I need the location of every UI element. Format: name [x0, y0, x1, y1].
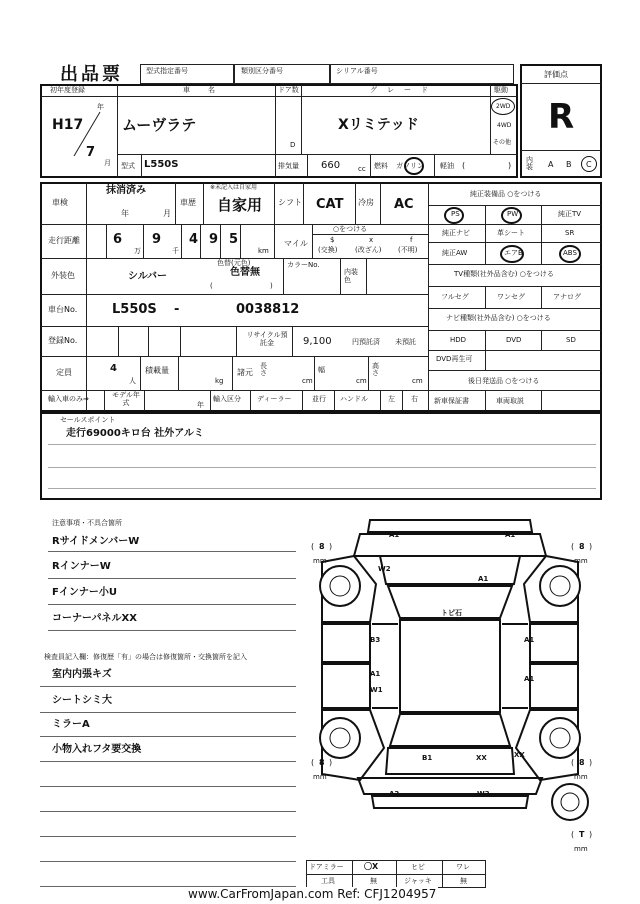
damage-mark-8: A1 — [370, 670, 381, 678]
mileage-sen: 千 — [172, 247, 179, 255]
imp-v2 — [144, 391, 145, 411]
spec-h3 — [41, 294, 428, 295]
damage-mark-11: B1 — [422, 754, 433, 762]
insp-line-2 — [40, 712, 296, 713]
note-item-4: コーナーパネルXX — [52, 613, 137, 624]
insp-v6 — [380, 183, 381, 224]
inspection-value: 抹消済み — [106, 185, 146, 196]
interior-color-label: 内装色 — [344, 268, 358, 285]
mileage-digit-1: 6 — [113, 232, 123, 247]
tire-fl-rp: ) — [329, 542, 333, 551]
damage-mark-1: A1 — [389, 531, 400, 539]
mileage-digit-5: 5 — [229, 232, 239, 247]
inspection-label: 車検 — [52, 198, 68, 207]
opt-h10 — [429, 390, 601, 391]
color-label: 外装色 — [51, 271, 75, 280]
opt-v7 — [485, 391, 486, 411]
cap-v4 — [314, 357, 315, 390]
option-ps: PS — [451, 210, 460, 218]
damage-mark-10: A1 — [524, 675, 535, 683]
displacement-value: 660 — [321, 160, 341, 171]
mileage-man: 万 — [134, 247, 141, 255]
opt-h4 — [429, 264, 601, 265]
aftermarket-title: 後日発送品 ○をつける — [468, 377, 540, 385]
fuel-paren-close: ) — [508, 161, 512, 170]
navi-title: ナビ種類(社外品含む) ○をつける — [446, 314, 551, 322]
option-aw: 純正AW — [442, 249, 468, 257]
imp-v4 — [250, 391, 251, 411]
navi-dvd: DVD — [506, 336, 522, 344]
opt-h8 — [429, 350, 601, 351]
insp-v2 — [203, 183, 204, 224]
tamper-mark: x — [369, 236, 374, 244]
load-label: 積載量 — [145, 366, 169, 375]
tire-spare-rp: ) — [589, 830, 593, 839]
opt-v3 — [485, 287, 486, 308]
tire-rl-unit: mm — [313, 773, 327, 781]
width-label: 幅 — [318, 366, 325, 374]
opt-h7 — [429, 330, 601, 331]
opt-h1 — [429, 205, 601, 206]
damage-mark-2: A1 — [505, 531, 516, 539]
mile-v3 — [181, 225, 182, 258]
class-code-label: 類別区分番号 — [241, 67, 283, 75]
opt-v2 — [541, 206, 542, 264]
mile-label: マイル — [284, 239, 308, 248]
import-parallel: 並行 — [312, 395, 326, 403]
mile-v7 — [274, 225, 275, 258]
footer-watermark: www.CarFromJapan.com Ref: CFJ1204957 — [188, 887, 437, 901]
exchange-label: (交換) — [318, 246, 338, 254]
spec-label-col — [86, 183, 87, 411]
tv-title: TV種類(社外品含む) ○をつける — [454, 270, 554, 278]
tire-fl-value: 8 — [319, 542, 325, 551]
option-abs-circle — [559, 245, 581, 263]
chip-label: ヒビ — [411, 863, 425, 871]
unknown-label: (不明) — [398, 246, 418, 254]
imp-v6 — [334, 391, 335, 411]
doors-label: ドア数 — [278, 86, 299, 94]
imp-v7 — [380, 391, 381, 411]
mileage-unit: km — [258, 247, 269, 255]
mile-v1 — [106, 225, 107, 258]
glass-v3 — [442, 860, 443, 888]
inspection-month-unit: 月 — [163, 209, 171, 218]
fuel-diesel: 軽油 — [440, 162, 454, 170]
glass-v1 — [352, 860, 353, 888]
insp-line-5 — [40, 786, 296, 787]
grade-value: Xリミテッド — [338, 117, 419, 133]
damage-mark-15: W2 — [477, 790, 490, 798]
damage-mark-4: A1 — [478, 575, 489, 583]
import-type-label: 輸入区分 — [213, 395, 241, 403]
fuel-v2 — [434, 155, 435, 177]
sales-line-1 — [48, 444, 596, 445]
displacement-unit: cc — [358, 165, 366, 173]
option-leather: 革シート — [497, 229, 525, 237]
type-label: 型式 — [121, 162, 135, 170]
tire-spare-unit: mm — [574, 845, 588, 853]
damage-mark-6: B3 — [370, 636, 381, 644]
note-line-2 — [48, 578, 296, 579]
color-v3 — [366, 259, 367, 294]
spec-main-divider — [428, 183, 429, 411]
note-line-3 — [48, 604, 296, 605]
insp-v5 — [355, 183, 356, 224]
ac-value: AC — [394, 197, 414, 212]
mile-v8 — [312, 225, 313, 258]
doors-suffix: D — [290, 141, 296, 149]
chassis-number: 0038812 — [236, 302, 300, 317]
capacity-unit: 人 — [129, 377, 136, 385]
insp-v1 — [175, 183, 176, 224]
mileage-digit-4: 9 — [209, 232, 219, 247]
opt-h6 — [429, 308, 601, 309]
damage-mark-5: トピ石 — [441, 609, 462, 617]
tire-fl-unit: mm — [313, 557, 327, 565]
cap-v5 — [368, 357, 369, 390]
drive-4wd: 4WD — [497, 122, 512, 129]
repaint-paren-close: ) — [270, 282, 273, 290]
shift-value: CAT — [316, 197, 344, 212]
car-name: ムーヴラテ — [122, 116, 197, 134]
insp-line-7 — [40, 836, 296, 837]
opt-h2 — [429, 224, 601, 225]
navi-hdd: HDD — [450, 336, 467, 344]
reg-v3 — [180, 327, 181, 356]
tool-value: 無 — [370, 877, 377, 885]
insp-v4 — [303, 183, 304, 224]
insp-line-4 — [40, 761, 296, 762]
chassis-prefix: L550S — [112, 302, 157, 317]
history-label: 車歴 — [180, 198, 196, 207]
note-item-3: Fインナー小U — [52, 587, 117, 598]
spec-h1 — [41, 224, 428, 225]
tool-label: 工具 — [321, 877, 335, 885]
serial-label: シリアル番号 — [336, 67, 378, 75]
unknown-mark: f — [410, 236, 413, 244]
insp-v3 — [274, 183, 275, 224]
interior-c-circle — [581, 156, 597, 172]
rating-value: R — [548, 97, 575, 137]
height-label: 高さ — [372, 362, 379, 377]
tire-fr-unit: mm — [574, 557, 588, 565]
tire-rr-rp: ) — [589, 758, 593, 767]
disp-v1 — [275, 155, 276, 177]
color-v1 — [283, 259, 284, 294]
reg-v1 — [118, 327, 119, 356]
cap-v2 — [178, 357, 179, 390]
tire-fr-lp: ( — [571, 542, 575, 551]
note-item-2: RインナーW — [52, 561, 111, 572]
inspector-label: 検査員記入欄：修復歴「有」の場合は修復箇所・交換箇所を記入 — [44, 653, 247, 661]
mileage-digit-2: 9 — [152, 232, 162, 247]
recycle-status: 円預託済 — [352, 338, 380, 346]
jack-label: ジャッキ — [404, 877, 432, 885]
tire-fr-rp: ) — [589, 542, 593, 551]
repaint-paren-open: ( — [210, 282, 213, 290]
length-label: 長さ — [260, 362, 267, 377]
import-label: 輸入車のみ⇒ — [48, 395, 89, 403]
load-unit: kg — [215, 377, 224, 385]
color-no-label: カラーNo. — [287, 261, 320, 269]
cap-v1 — [140, 357, 141, 390]
interior-option-a: A — [548, 160, 554, 169]
car-body-diagram — [300, 512, 600, 852]
fuel-circle — [404, 157, 424, 175]
first-reg-month-unit: 月 — [104, 159, 111, 167]
opt-v9 — [485, 351, 486, 370]
type-v — [141, 155, 142, 177]
car-name-label: 車名 — [183, 86, 233, 94]
dvd-playback: DVD再生可 — [436, 355, 473, 363]
color-v2 — [340, 259, 341, 294]
damage-mark-13: XX — [514, 751, 525, 759]
repaint-value: 色替無 — [230, 267, 260, 278]
note-line-1 — [48, 551, 296, 552]
option-tv: 純正TV — [558, 210, 582, 218]
damage-mark-7: A1 — [524, 636, 535, 644]
handle-label: ハンドル — [340, 395, 368, 403]
chassis-label: 車台No. — [48, 305, 78, 314]
jack-value: 無 — [460, 877, 467, 885]
height-unit: cm — [412, 377, 423, 385]
inspector-item-3: ミラーA — [52, 719, 90, 730]
shift-label: シフト — [278, 198, 302, 207]
mile-v5 — [220, 225, 221, 258]
sales-point-text: 走行69000キロ台 社外アルミ — [66, 428, 204, 439]
model-year-label: モデル年式 — [112, 391, 140, 407]
rating-label: 評価点 — [544, 70, 568, 79]
drive-2wd: 2WD — [496, 103, 511, 110]
fuel-gasoline: ガソリン — [396, 162, 424, 170]
history-value: 自家用 — [217, 196, 263, 214]
model-code-label: 型式指定番号 — [146, 67, 188, 75]
dims-label: 諸元 — [237, 368, 253, 377]
spec-h4 — [41, 326, 428, 327]
imp-v5 — [302, 391, 303, 411]
inspector-item-2: シートシミ大 — [52, 695, 112, 706]
glass-v2 — [396, 860, 397, 888]
tv-fullseg: フルセグ — [441, 293, 469, 301]
reg-v4 — [236, 327, 237, 356]
mileage-digit-3: 4 — [189, 232, 199, 247]
mileage-circle-note: ○をつける — [333, 225, 368, 233]
spec-h5 — [41, 356, 428, 357]
interior-rating-label: 内装 — [526, 156, 533, 171]
row1-v3 — [301, 85, 302, 154]
fuel-v — [370, 155, 371, 177]
tire-fr-value: 8 — [579, 542, 585, 551]
option-pw: PW — [507, 210, 519, 218]
handle-right: 右 — [411, 395, 418, 403]
aftermarket-warranty: 新車保証書 — [434, 397, 469, 405]
first-reg-era: H17 — [52, 117, 84, 133]
tire-rr-value: 8 — [579, 758, 585, 767]
tire-fl-lp: ( — [311, 542, 315, 551]
option-airbag: エアB — [504, 249, 523, 257]
registration-label: 登録No. — [48, 336, 78, 345]
rating-divider-2 — [521, 150, 601, 151]
option-navi: 純正ナビ — [442, 229, 470, 237]
tire-spare-value: T — [579, 830, 585, 839]
damage-mark-3: W2 — [378, 565, 391, 573]
mileage-label: 走行距離 — [48, 236, 80, 245]
type-value: L550S — [144, 159, 179, 170]
interior-option-c: C — [586, 160, 592, 169]
repaint-label: 色替(元色) — [217, 259, 251, 267]
mile-v6 — [240, 225, 241, 258]
tire-rl-value: 8 — [319, 758, 325, 767]
insp-line-8 — [40, 861, 296, 862]
handle-left: 左 — [388, 395, 395, 403]
recycle-value: 9,100 — [303, 336, 332, 347]
first-reg-label: 初年度登録 — [50, 86, 85, 94]
tire-rl-lp: ( — [311, 758, 315, 767]
opt-h5 — [429, 286, 601, 287]
exchange-mark: $ — [330, 236, 335, 244]
imp-v1 — [104, 391, 105, 411]
mile-v2 — [143, 225, 144, 258]
row1-bottom-line — [117, 154, 517, 155]
opt-v6 — [541, 331, 542, 350]
tire-rl-rp: ) — [329, 758, 333, 767]
option-ps-circle — [444, 207, 464, 224]
ac-label: 冷房 — [358, 198, 374, 207]
fuel-paren-open: ( — [462, 161, 466, 170]
color-value: シルバー — [128, 271, 168, 282]
form-title: 出品票 — [60, 64, 123, 85]
opt-h9 — [429, 370, 601, 371]
mirror-label: ドアミラー — [309, 863, 344, 871]
imp-v8 — [402, 391, 403, 411]
inspector-item-1: 室内内張キズ — [52, 669, 112, 680]
displacement-label: 排気量 — [278, 162, 299, 170]
sales-line-3 — [48, 488, 596, 489]
opt-v5 — [485, 331, 486, 350]
tire-spare-lp: ( — [571, 830, 575, 839]
recycle-label: リサイクル預託金 — [246, 331, 288, 348]
notes-label: 注意事項・不具合箇所 — [52, 519, 122, 527]
import-dealer: ディーラー — [257, 395, 292, 403]
option-airbag-circle — [500, 245, 524, 263]
insp-line-3 — [40, 736, 296, 737]
insp-line-6 — [40, 811, 296, 812]
aftermarket-manual: 車両取説 — [496, 397, 524, 405]
history-note: ※未記入は自家用 — [210, 184, 258, 191]
row1-v2 — [275, 85, 276, 154]
drive-label: 駆動 — [494, 86, 508, 94]
damage-mark-12: XX — [476, 754, 487, 762]
capacity-label: 定員 — [56, 368, 72, 377]
tire-rr-unit: mm — [574, 773, 588, 781]
reg-v5 — [292, 327, 293, 356]
rating-divider — [521, 83, 601, 84]
sales-line-2 — [48, 467, 596, 468]
imp-v3 — [210, 391, 211, 411]
sales-point-label: セールスポイント — [60, 416, 116, 424]
inspection-year-unit: 年 — [121, 209, 129, 218]
option-sr: SR — [565, 229, 575, 237]
drive-other: その他 — [493, 139, 512, 146]
row1-v4 — [490, 85, 491, 154]
factory-options-title: 純正装備品 ○をつける — [470, 190, 542, 198]
note-item-1: RサイドメンバーW — [52, 536, 140, 547]
sales-point-box — [40, 412, 602, 500]
spec-h6 — [41, 390, 428, 391]
crack-label: ワレ — [456, 863, 470, 871]
opt-v1 — [485, 206, 486, 264]
cap-v3 — [232, 357, 233, 390]
inspector-item-4: 小物入れフタ要交換 — [52, 744, 142, 755]
reg-v2 — [148, 327, 149, 356]
recycle-unpaid: 未預託 — [395, 338, 416, 346]
drive-2wd-circle — [491, 98, 515, 115]
row1-header-line — [41, 96, 517, 97]
tv-oneseg: ワンセグ — [497, 293, 525, 301]
capacity-value: 4 — [110, 363, 117, 374]
option-abs: ABS — [563, 249, 577, 257]
insp-line-1 — [40, 686, 296, 687]
damage-mark-9: W1 — [370, 686, 383, 694]
tire-rr-lp: ( — [571, 758, 575, 767]
interior-option-b: B — [566, 160, 572, 169]
fuel-label: 燃料 — [374, 162, 388, 170]
first-reg-month: 7 — [86, 145, 96, 160]
width-unit: cm — [356, 377, 367, 385]
mile-v4 — [200, 225, 201, 258]
mile-note-line — [312, 234, 428, 235]
mirror-mark: 〇X — [364, 862, 379, 871]
note-line-4 — [48, 630, 296, 631]
opt-h3 — [429, 242, 601, 243]
length-unit: cm — [302, 377, 313, 385]
damage-mark-14: A2 — [389, 790, 400, 798]
disp-v2 — [307, 155, 308, 177]
tv-analog: アナログ — [553, 293, 581, 301]
tamper-label: (改ざん) — [355, 246, 382, 254]
import-year-unit: 年 — [197, 401, 204, 409]
option-pw-circle — [501, 207, 522, 224]
opt-v4 — [541, 287, 542, 308]
navi-sd: SD — [566, 336, 576, 344]
chassis-dash: - — [174, 302, 180, 317]
grade-label: グレード — [370, 86, 438, 94]
row1-v1 — [117, 85, 118, 177]
first-reg-year-unit: 年 — [97, 103, 104, 111]
opt-v8 — [541, 391, 542, 411]
